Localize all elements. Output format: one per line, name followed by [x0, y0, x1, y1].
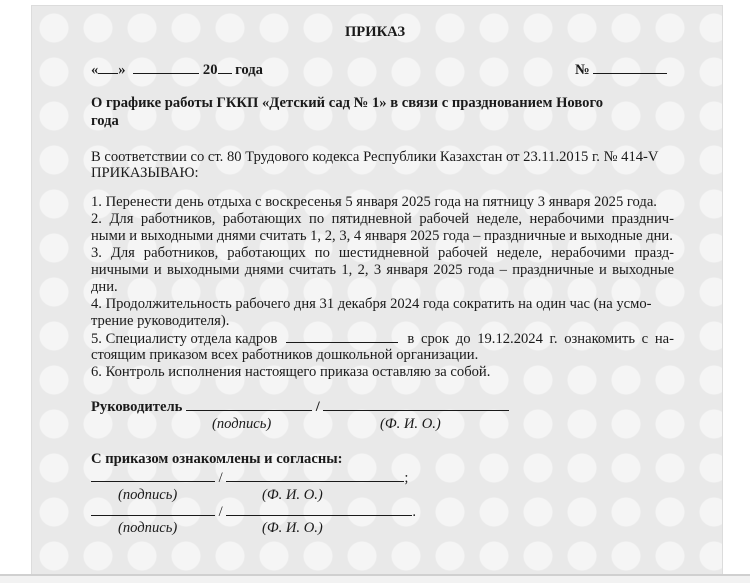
item-1: 1. Перенести день отдыха с воскресенья 5 января 2025 года на пятницу 3 января 2025 года. — [91, 194, 657, 210]
item-2-line-1: 2. Для работников, работающих по пятидневной рабочей неделе, нерабочими празднич- — [91, 211, 674, 227]
item-2-line-2: ными и выходными днями считать 1, 2, 3, 4 января 2025 года – праздничные и выходные дни. — [91, 228, 673, 244]
date-field: « » 20 года — [91, 62, 263, 78]
head-sign-caption: (подпись) — [212, 416, 272, 432]
item-3-line-1: 3. Для работников, работающих по шестидневной рабочей неделе, нерабочими празд- — [91, 245, 674, 261]
head-label: Руководитель — [91, 399, 183, 415]
item-5-line-2: стоящим приказом всех работников дошкольной организации. — [91, 347, 479, 363]
acknowledgement-row-1: / ; — [91, 468, 408, 487]
item-3-line-3: дни. — [91, 279, 118, 295]
row-2-name-caption: (Ф. И. О.) — [262, 520, 323, 536]
head-name-caption: (Ф. И. О.) — [380, 416, 441, 432]
basis-text: В соответствии со ст. 80 Трудового кодекса Республики Казахстан от 23.11.2015 г. № 414-V — [91, 149, 659, 165]
item-4-line-2: трение руководителя). — [91, 313, 230, 329]
row-2-sign-caption: (подпись) — [118, 520, 178, 536]
item-5-line-1: 5. Специалисту отдела кадров в срок до 19.12.2024 г. ознакомить с на- — [91, 331, 674, 347]
item-3-line-2: ничными и выходными днями считать 1, 2, 3 января 2025 года – праздничные и выходные — [91, 262, 674, 278]
acknowledgement-heading: С приказом ознакомлены и согласны: — [91, 451, 343, 467]
order-heading-line-1: О графике работы ГККП «Детский сад № 1» в связи с празднованием Нового — [91, 95, 603, 111]
row-1-sign-caption: (подпись) — [118, 487, 178, 503]
row-1-name-caption: (Ф. И. О.) — [262, 487, 323, 503]
head-signature-row: Руководитель / — [91, 397, 509, 416]
order-number-field: № — [575, 60, 667, 79]
page-edge — [0, 574, 750, 583]
order-word: ПРИКАЗЫВАЮ: — [91, 165, 199, 181]
order-heading-line-2: года — [91, 113, 119, 129]
acknowledgement-row-2: / . — [91, 502, 416, 521]
item-4-line-1: 4. Продолжительность рабочего дня 31 декабря 2024 года сократить на один час (на усмо- — [91, 296, 652, 312]
item-6: 6. Контроль исполнения настоящего приказа оставляю за собой. — [91, 364, 491, 380]
document-title: ПРИКАЗ — [344, 24, 406, 40]
